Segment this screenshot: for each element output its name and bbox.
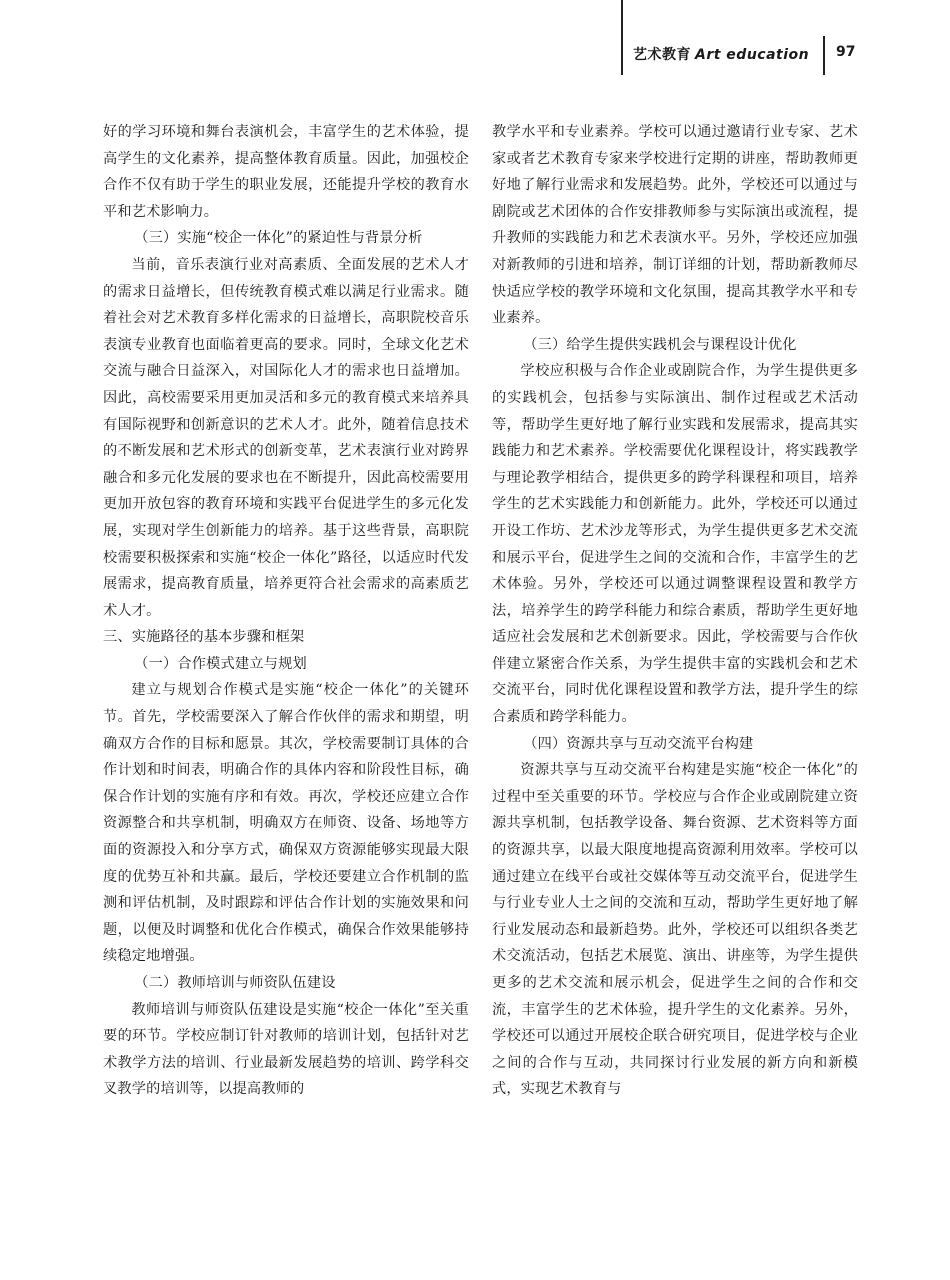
paragraph: 学校应积极与合作企业或剧院合作，为学生提供更多的实践机会，包括参与实际演出、制作过程或艺术活动等，帮助学生更好地了解行业实践和发展需求，提高其实践能力和艺术素养。学校需要优化课程设计，将实践教学与理论教学相结合，提供更多的跨学科课程和项目，培养学生的艺术实践能力和创新能力。此外，学校还可以通过开设工作坊、艺术沙龙等形式，为学生提供更多艺术交流和展示平台，促进学生之间的交流和合作，丰富学生的艺术体验。另外，学校还可以通过调整课程设置和教学方法，培养学生的跨学科能力和综合素质，帮助学生更好地适应社会发展和艺术创新要求。因此，学校需要与合作伙伴建立紧密合作关系，为学生提供丰富的实践机会和艺术交流平台，同时优化课程设置和教学方法，提升学生的综合素质和跨学科能力。 bbox=[492, 363, 858, 726]
right-column bbox=[492, 119, 858, 1103]
left-column bbox=[103, 119, 469, 1103]
section-heading: （一）合作模式建立与规划 bbox=[134, 655, 307, 672]
section-heading: （二）教师培训与师资队伍建设 bbox=[134, 975, 336, 991]
paragraph: 教学水平和专业素养。学校可以通过邀请行业专家、艺术家或者艺术教育专家来学校进行定期的讲座，帮助教师更好地了解行业需求和发展趋势。此外，学校还可以通过与剧院或艺术团体的合作安排教师参与实际演出或流程，提升教师的实践能力和艺术表演水平。另外，学校还应加强对新教师的引进和培养，制订详细的计划，帮助新教师尽快适应学校的教学环境和文化氛围，提高其教学水平和专业素养。 bbox=[492, 124, 858, 327]
page-number: 97 bbox=[836, 44, 856, 60]
journal-title bbox=[633, 44, 813, 64]
paragraph: 好的学习环境和舞台表演机会，丰富学生的艺术体验，提高学生的文化素养，提高整体教育质量。因此，加强校企合作不仅有助于学生的职业发展，还能提升学校的教育水平和艺术影响力。 bbox=[103, 124, 469, 220]
paragraph: 建立与规划合作模式是实施“校企一体化”的关键环节。首先，学校需要深入了解合作伙伴的需求和期望，明确双方合作的目标和愿景。其次，学校需要制订具体的合作计划和时间表，明确合作的具体内容和阶段性目标，确保合作计划的实施有序和有效。再次，学校还应建立合作资源整合和共享机制，明确双方在师资、设备、场地等方面的资源投入和分享方式，确保双方资源能够实现最大限度的优势互补和共赢。最后，学校还要建立合作机制的监测和评估机制，及时跟踪和评估合作计划的实施效果和问题，以便及时调整和优化合作模式，确保合作效果能够持续稳定地增强。 bbox=[103, 682, 469, 965]
section-heading: （四）资源共享与互动交流平台构建 bbox=[523, 735, 754, 752]
section-heading: （三）给学生提供实践机会与课程设计优化 bbox=[523, 336, 797, 353]
paragraph: 资源共享与互动交流平台构建是实施“校企一体化”的过程中至关重要的环节。学校应与合作企业或剧院建立资源共享机制，包括教学设备、舞台资源、艺术资料等方面的资源共享，以最大限度地提高资源利用效率。学校可以通过建立在线平台或社交媒体等互动交流平台，促进学生与行业专业人士之间的交流和互动，帮助学生更好地了解行业发展动态和最新趋势。此外，学校还可以组织各类艺术交流活动，包括艺术展览、演出、讲座等，为学生提供更多的艺术交流和展示机会，促进学生之间的合作和交流，丰富学生的艺术体验，提升学生的文化素养。另外，学校还可以通过开展校企联合研究项目，促进学校与企业之间的合作与互动，共同探讨行业发展的新方向和新模式，实现艺术教育与 bbox=[492, 762, 858, 1098]
section-heading: （三）实施“校企一体化”的紧迫性与背景分析 bbox=[134, 230, 423, 247]
paragraph: 教师培训与师资队伍建设是实施“校企一体化”至关重要的环节。学校应制订针对教师的培训计划，包括针对艺术教学方法的培训、行业最新发展趋势的培训、跨学科交叉教学的培训等，以提高教师的 bbox=[103, 1001, 469, 1098]
header-divider-left bbox=[621, 0, 623, 75]
section-heading: 三、实施路径的基本步骤和框架 bbox=[103, 629, 305, 646]
journal-title-cn: 艺术教育 bbox=[633, 47, 691, 63]
header-divider-right bbox=[823, 36, 825, 75]
paragraph: 当前，音乐表演行业对高素质、全面发展的艺术人才的需求日益增长，但传统教育模式难以满足行业需求。随着社会对艺术教育多样化需求的日益增长，高职院校音乐表演专业教育也面临着更高的要求。同时，全球文化艺术交流与融合日益深入，对国际化人才的需求也日益增加。因此，高校需要采用更加灵活和多元的教育模式来培养具有国际视野和创新意识的艺术人才。此外，随着信息技术的不断发展和艺术形式的创新变革，艺术表演行业对跨界融合和多元化发展的要求也在不断提升，因此高校需要用更加开放包容的教育环境和实践平台促进学生的多元化发展，实现对学生创新能力的培养。基于这些背景，高职院校需要积极探索和实施“校企一体化”路径，以适应时代发展需求，提高教育质量，培养更符合社会需求的高素质艺术人才。 bbox=[103, 256, 469, 619]
journal-title-en: Art education bbox=[695, 47, 810, 63]
